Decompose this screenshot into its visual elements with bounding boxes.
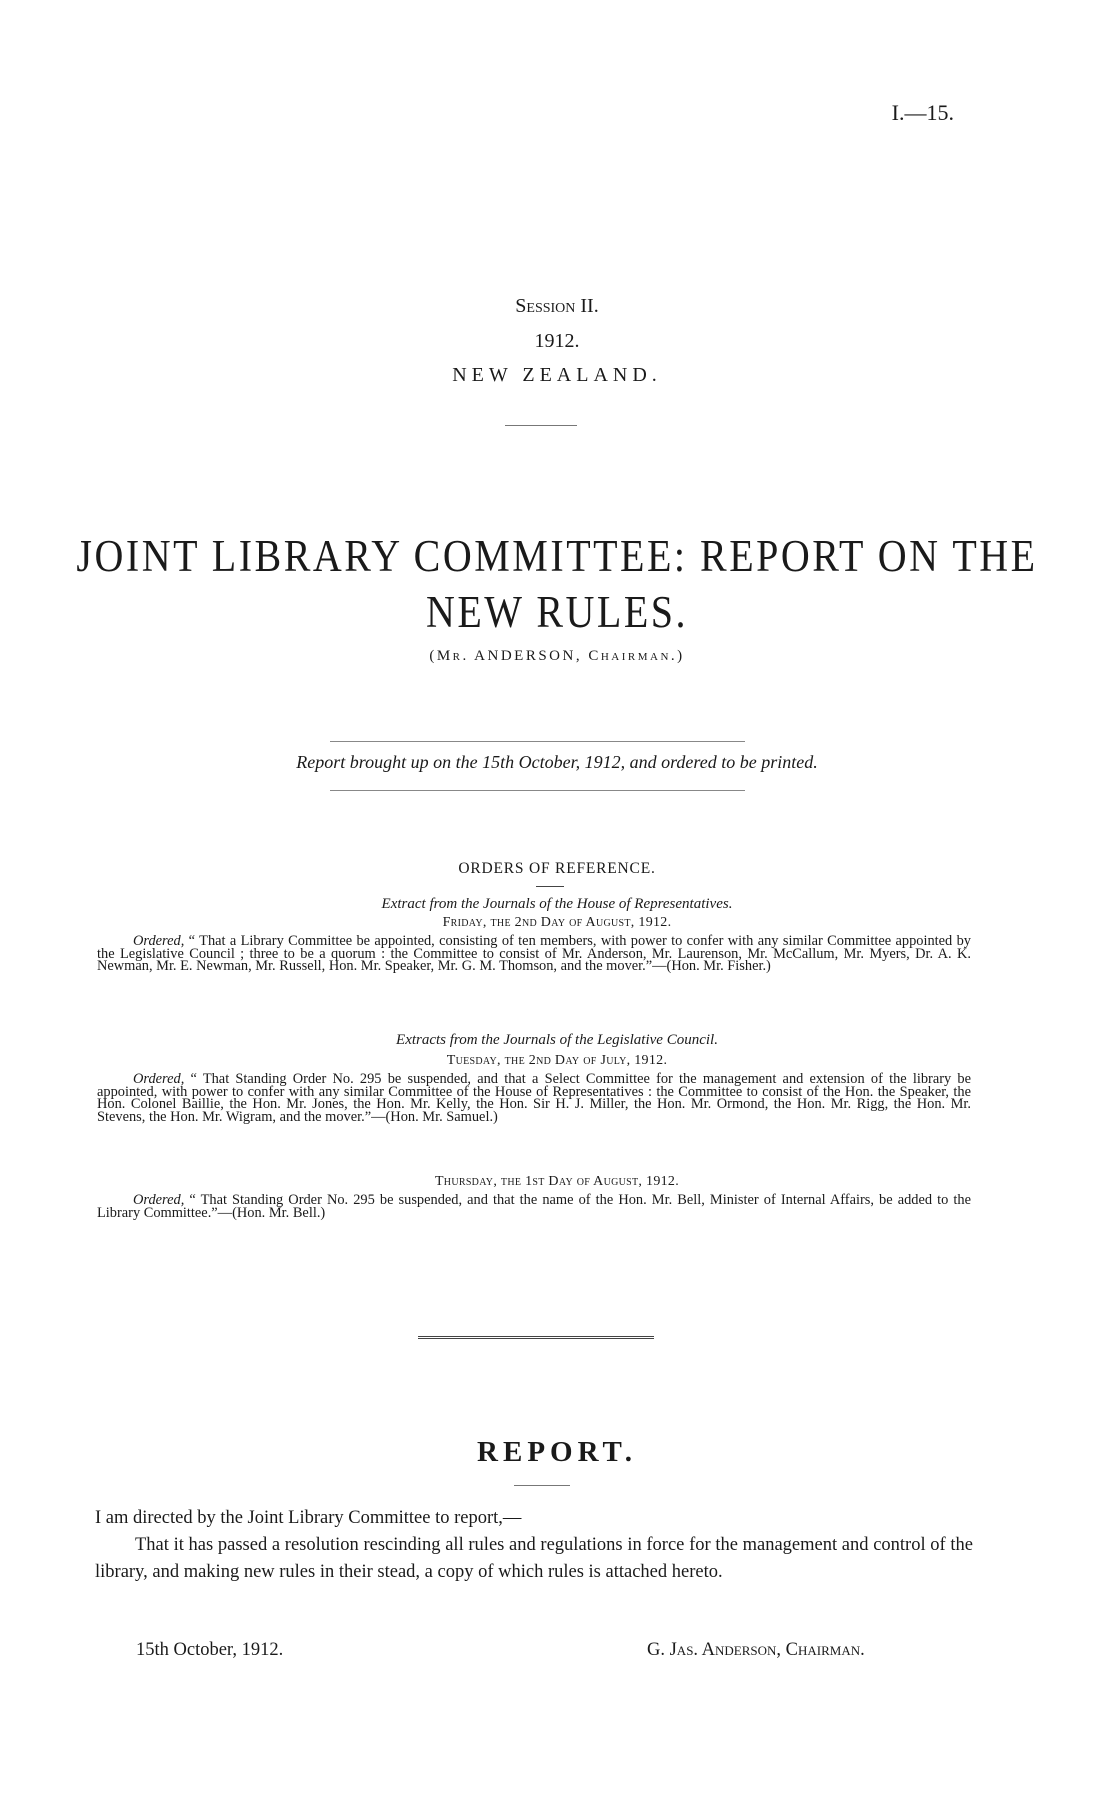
report-paragraph [95, 1532, 973, 1586]
chairman-note: (Mr. ANDERSON, Chairman.) [429, 648, 685, 664]
council-extract-date-2: Thursday, the 1st Day of August, 1912. [434, 1174, 680, 1189]
report-date: 15th October, 1912. [136, 1640, 284, 1660]
house-extract-heading: Extract from the Journals of the House of Representatives. [381, 896, 733, 912]
year-line: 1912. [534, 330, 580, 352]
report-heading: REPORT. [477, 1436, 637, 1468]
title-divider-bottom [330, 790, 745, 791]
report-opening-text: I am directed by the Joint Library Committee to report,— [95, 1508, 522, 1528]
section-divider [418, 1336, 654, 1339]
report-opening [95, 1505, 973, 1532]
title-divider-top [330, 741, 745, 742]
orders-divider [536, 886, 564, 887]
council-order-text-1: “ That Standing Order No. 295 be suspended, and that a Select Committee for the management and extension of the library be appointed, with power to confer with any similar Committee of the House of Representatives : the Committee to consist of the Hon. the Speaker, the Hon. Colonel Baillie, the Hon. Mr. Jones, the Hon. Mr. Kelly, the Hon. Sir H. J. Miller, the Hon. Mr. Ormond, the Hon. Mr. Rigg, the Hon. Mr. Stevens, the Hon. Mr. Wigram, and the mover.”—(Hon. Mr. Samuel.) [97, 1071, 971, 1125]
council-extracts-heading: Extracts from the Journals of the Legislative Council. [396, 1032, 718, 1048]
house-order-text: “ That a Library Committee be appointed, consisting of ten members, with power to confer with any similar Committee appointed by the Legislative Council ; three to be a quorum : the Committee to consist of Mr. Anderson, Mr. Laurenson, Mr. McCallum, Mr. Myers, Dr. A. K. Newman, Mr. E. Newman, Mr. Russell, Hon. Mr. Speaker, Mr. G. M. Thomson, and the mover.”—(Hon. Mr. Fisher.) [97, 933, 971, 975]
report-paragraph-text: That it has passed a resolution rescinding all rules and regulations in force for the management and control of the library, and making new rules in their stead, a copy of which rules is attached hereto. [95, 1535, 973, 1582]
ordered-label: Ordered, [133, 1071, 185, 1087]
council-order-paragraph-1 [97, 1073, 971, 1123]
orders-heading: ORDERS OF REFERENCE. [458, 860, 656, 877]
report-divider [514, 1485, 570, 1486]
council-order-paragraph-2 [97, 1194, 971, 1219]
council-extract-date-1: Tuesday, the 2nd Day of July, 1912. [446, 1053, 668, 1068]
session-line: Session II. [515, 295, 599, 317]
document-title-line2: NEW RULES. [425, 585, 689, 638]
masthead-divider [505, 425, 577, 426]
report-signature: G. Jas. Anderson, Chairman. [647, 1640, 865, 1660]
page-reference: I.—15. [891, 100, 954, 125]
country-line: NEW ZEALAND. [452, 364, 662, 386]
house-extract-date: Friday, the 2nd Day of August, 1912. [442, 915, 672, 930]
ordered-label: Ordered, [133, 1192, 185, 1208]
house-order-paragraph [97, 935, 971, 973]
ordered-label: Ordered, [133, 933, 185, 949]
council-order-text-2: “ That Standing Order No. 295 be suspended, and that the name of the Hon. Mr. Bell, Minister of Internal Affairs, be added to the Library Committee.”—(Hon. Mr. Bell.) [97, 1192, 971, 1221]
report-note: Report brought up on the 15th October, 1912, and ordered to be printed. [296, 752, 818, 772]
document-title-line1: JOINT LIBRARY COMMITTEE: REPORT ON THE [76, 529, 1038, 582]
